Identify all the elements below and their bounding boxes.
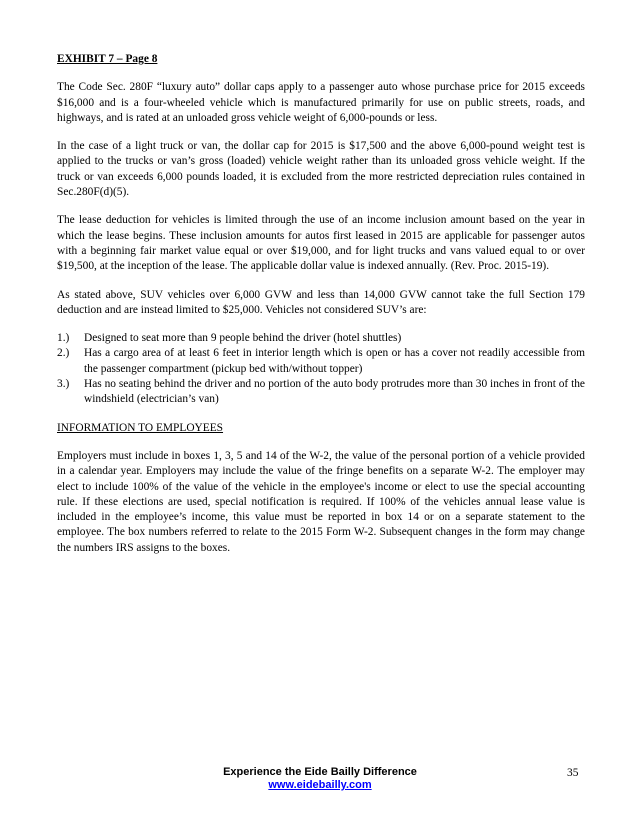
- footer-website-link[interactable]: www.eidebailly.com: [268, 779, 372, 791]
- list-item-number: 1.): [57, 332, 70, 345]
- list-item: [57, 377, 585, 408]
- list-item-number: 3.): [57, 378, 70, 391]
- list-item-text: Has a cargo area of at least 6 feet in interior length which is open or has a cover not readily accessible from the passenger compartment (pickup bed with/without topper): [84, 347, 585, 375]
- paragraph-luxury-auto: The Code Sec. 280F “luxury auto” dollar caps apply to a passenger auto whose purchase price for 2015 exceeds $16,000 and is a four-wheeled vehicle which is manufactured primarily for use on public streets, roads, and highways, and is rated at an unloaded gross vehicle weight of 6,000-pounds or less.: [57, 81, 585, 124]
- list-item-text: Has no seating behind the driver and no portion of the auto body protrudes more than 30 inches in front of the windshield (electrician’s van): [84, 378, 585, 406]
- page-footer: [0, 766, 640, 792]
- exhibit-heading: EXHIBIT 7 – Page 8: [57, 53, 158, 65]
- section-heading: INFORMATION TO EMPLOYEES: [57, 421, 224, 434]
- list-item-number: 2.): [57, 347, 70, 360]
- paragraph-lease-deduction: The lease deduction for vehicles is limited through the use of an income inclusion amount based on the year in which the lease begins. These inclusion amounts for autos first leased in 2015 are applicable for passenger autos with a beginning fair market value equal or over $19,000, and for light trucks and vans valued equal to or over $19,500, at the inception of the lease. The applicable dollar value is indexed annually. (Rev. Proc. 2015-19).: [57, 214, 585, 273]
- footer-tagline: Experience the Eide Bailly Difference: [223, 766, 417, 778]
- list-item: [57, 331, 585, 346]
- list-item: [57, 346, 585, 377]
- paragraph-suv: As stated above, SUV vehicles over 6,000 GVW and less than 14,000 GVW cannot take the full Section 179 deduction and are instead limited to $25,000. Vehicles not considered SUV’s are:: [57, 288, 585, 316]
- paragraph-light-truck: In the case of a light truck or van, the dollar cap for 2015 is $17,500 and the above 6,000-pound weight test is applied to the trucks or van’s gross (loaded) vehicle weight rather than its unloaded gross vehicle weight. If the truck or van exceeds 6,000 pounds loaded, it is excluded from the more restricted depreciation rules contained in Sec.280F(d)(5).: [57, 140, 585, 199]
- list-item-text: Designed to seat more than 9 people behind the driver (hotel shuttles): [84, 332, 402, 345]
- page-number: 35: [567, 767, 579, 779]
- non-suv-list: [57, 331, 585, 407]
- paragraph-employees: Employers must include in boxes 1, 3, 5 and 14 of the W-2, the value of the personal portion of a vehicle provided in a calendar year. Employers may include the value of the fringe benefits on a separate W-2. The employer may elect to include 100% of the value of the vehicle in the employee's income or elect to use the special accounting rule. If these elections are used, special notification is required. If 100% of the vehicles annual lease value is included in the employee’s income, this value must be reported in box 14 or on a separate statement to the employee. The box numbers referred to relate to the 2015 Form W-2. Subsequent changes in the form may change the numbers IRS assigns to the boxes.: [57, 449, 585, 554]
- page-content: [57, 52, 585, 569]
